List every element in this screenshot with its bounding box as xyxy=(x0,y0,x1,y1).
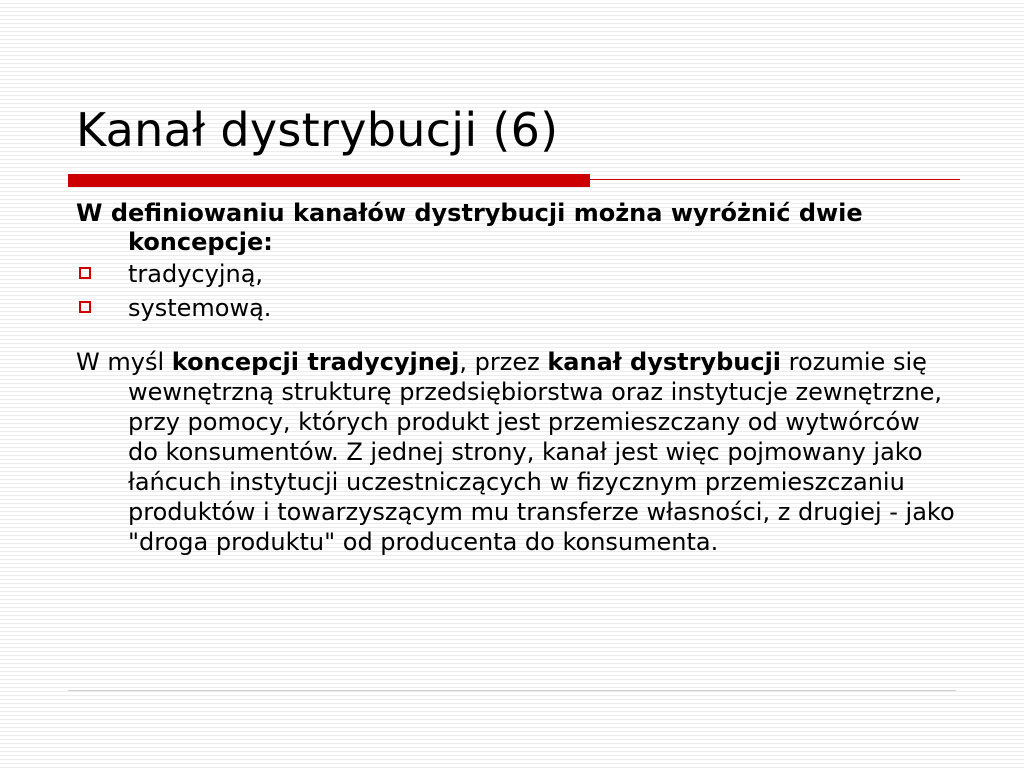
square-bullet-icon xyxy=(79,301,91,313)
footer-divider xyxy=(68,690,956,691)
paragraph-text: rozumie się wewnętrzną strukturę przedsiębiorstwa oraz instytucje zewnętrzne, przy pomocy, których produkt jest przemieszczany od wytwórców do konsumentów. Z jednej strony, kanał jest więc pojmowany jako łańcuch instytucji uczestniczących w fizycznym przemieszczaniu produktów i towarzyszącym mu transferze własności, z drugiej - jako "droga produktu" od producenta do konsumenta. xyxy=(128,348,955,556)
title-accent-line xyxy=(590,179,960,180)
term-traditional-concept: koncepcji tradycyjnej xyxy=(171,348,460,376)
slide-title: Kanał dystrybucji (6) xyxy=(76,103,559,157)
list-item xyxy=(76,291,956,325)
list-item-label: systemową. xyxy=(128,294,272,322)
square-bullet-icon xyxy=(79,267,91,279)
title-accent-bar xyxy=(68,174,590,187)
list-item xyxy=(76,257,956,291)
intro-text: W definiowaniu kanałów dystrybucji można wyróżnić dwie koncepcje: xyxy=(76,199,863,256)
concept-list xyxy=(76,257,956,325)
slide-content xyxy=(76,199,956,557)
paragraph-text: , przez xyxy=(459,348,548,376)
paragraph-text: W myśl xyxy=(76,348,172,376)
spacer xyxy=(76,325,956,347)
list-item-label: tradycyjną, xyxy=(128,260,264,288)
term-distribution-channel: kanał dystrybucji xyxy=(547,348,782,376)
definition-paragraph xyxy=(76,347,956,557)
